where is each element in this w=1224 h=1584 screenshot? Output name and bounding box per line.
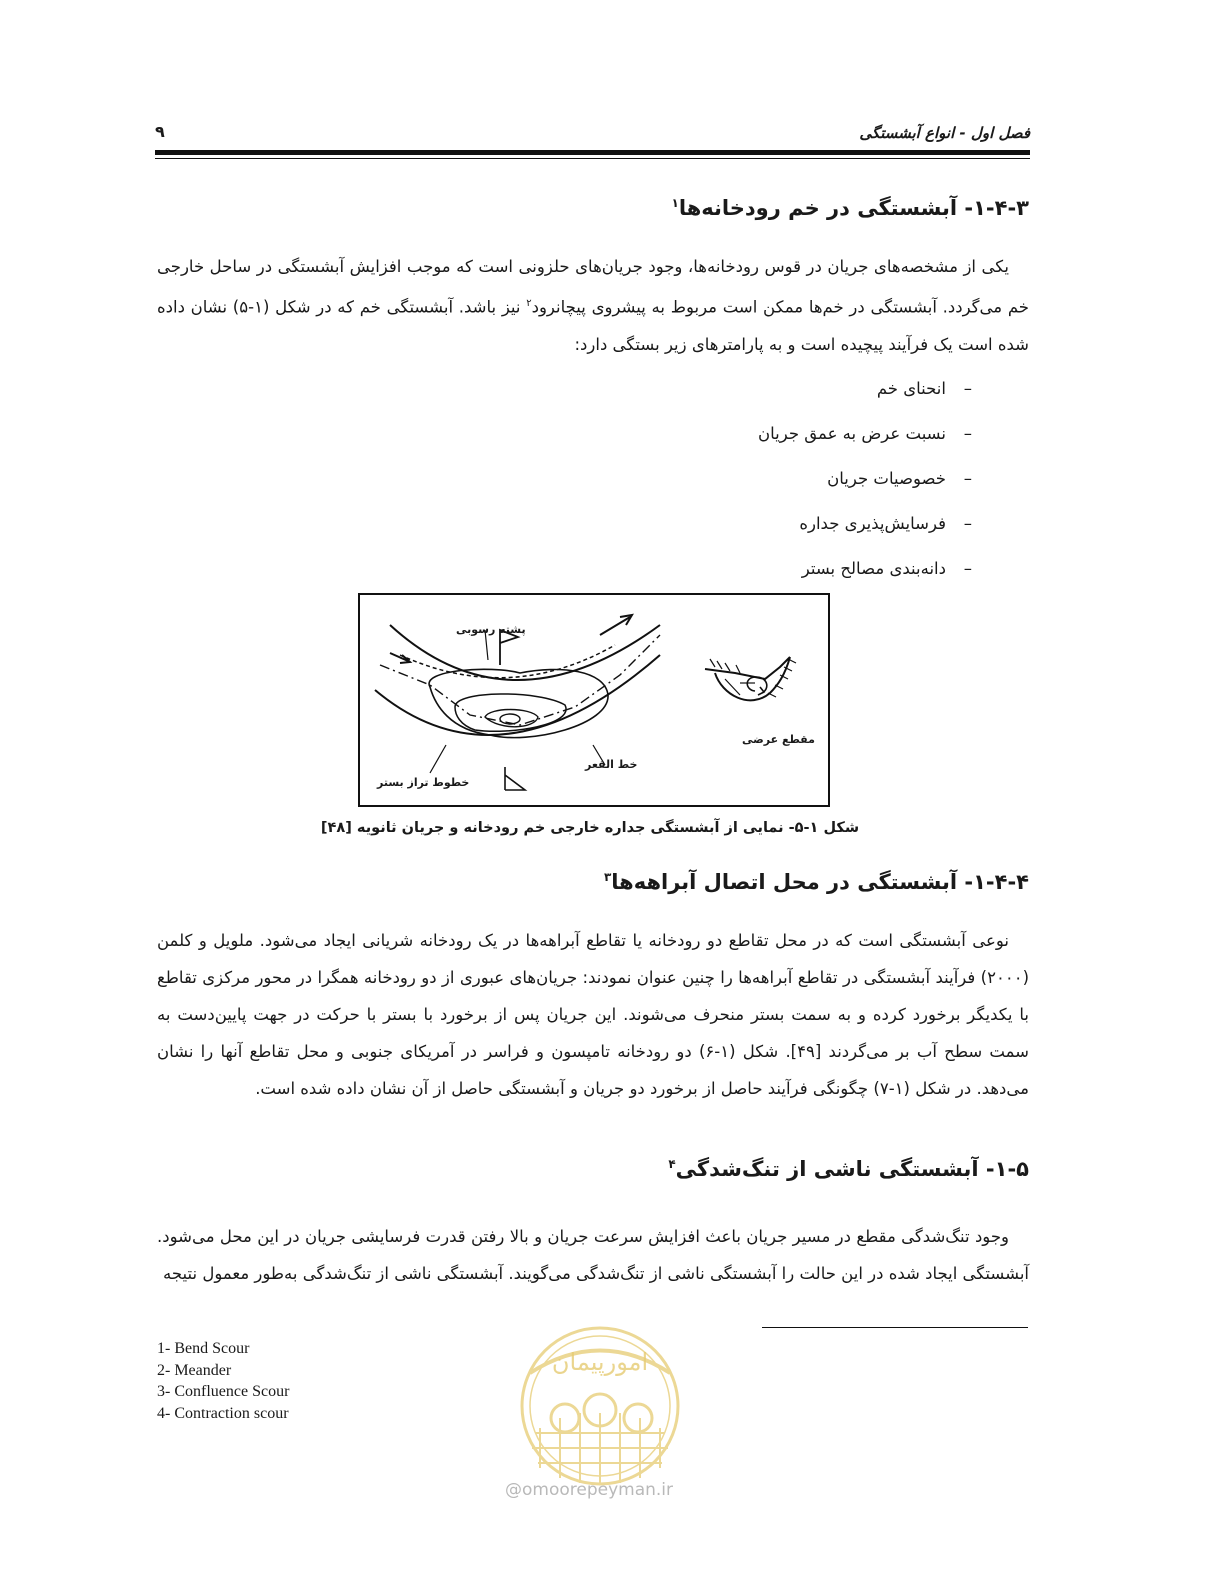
label-thalweg: خط القعر xyxy=(585,758,638,771)
footnote: 2- Meander xyxy=(157,1361,232,1379)
cross-section-hatch-bank xyxy=(725,679,740,695)
cross-section-outline xyxy=(705,657,790,700)
contour-middle xyxy=(455,694,566,731)
section-heading-confluence-scour: ۱-۴-۴- آبشستگی در محل اتصال آبراهه‌ها$^۳$ xyxy=(603,870,1029,894)
page-number: ۹ xyxy=(155,122,165,141)
footnote-ref: ۴ xyxy=(668,1157,676,1171)
svg-text:امورپیمان: امورپیمان xyxy=(551,1348,649,1376)
figure-caption: شکل ۱-۵- نمایی از آبشستگی جداره خارجی خم رودخانه و جریان ثانویه [۴۸] xyxy=(320,820,860,836)
list-item: –فرسایش‌پذیری جداره xyxy=(799,514,972,533)
footnote-separator xyxy=(762,1327,1028,1328)
bend-diagram xyxy=(360,595,828,805)
paragraph: یکی از مشخصه‌های جریان در قوس رودخانه‌ها، وجود جریان‌های حلزونی است که موجب افزایش آبشستگی در ساحل خارجی خم می‌گردد. آبشستگی در خم‌ها ممکن است مربوط به پیشروی پیچانرود$^۲$ نیز باشد. آبشستگی خم که در شکل (۱-۵) نشان داده شده است یک فرآیند پیچیده است و به پارامترهای زیر بستگی دارد: xyxy=(157,257,1030,354)
header-rule-thick xyxy=(155,150,1030,155)
label-cross-section: مقطع عرضی xyxy=(742,733,815,746)
section-heading-bend-scour: ۱-۴-۳- آبشستگی در خم رودخانه‌ها$^۱$ xyxy=(671,196,1029,220)
running-title: فصل اول - انواع آبشستگی xyxy=(859,124,1030,142)
paragraph-contraction-scour xyxy=(157,1218,1029,1292)
bend-scour-figure xyxy=(358,593,830,807)
label-contours: خطوط تراز بستر xyxy=(377,776,470,789)
header-rule-thin xyxy=(155,158,1030,159)
section-bend-scour xyxy=(157,196,1029,220)
list-item: –نسبت عرض به عمق جریان xyxy=(758,424,972,443)
leader-contours xyxy=(430,745,446,773)
paragraph: وجود تنگ‌شدگی مقطع در مسیر جریان باعث افزایش سرعت جریان و بالا رفتن قدرت فرسایشی جریان در این محل می‌شود. آبشستگی ایجاد شده در این حالت را آبشستگی ناشی از تنگ‌شدگی می‌گویند. آبشستگی ناشی از تنگ‌شدگی به‌طور معمول نتیجه xyxy=(157,1227,1029,1283)
paragraph-confluence-scour xyxy=(157,922,1029,1107)
footnotes xyxy=(157,1338,289,1424)
secondary-flow-arrow-head xyxy=(758,687,764,695)
flow-arrow-right xyxy=(600,617,630,635)
watermark-url: @omoorepeyman.ir xyxy=(505,1480,674,1500)
footnote-ref: ۳ xyxy=(603,870,612,884)
footnote-ref: ۲ xyxy=(526,298,532,309)
parameter-list xyxy=(758,370,972,595)
list-item: –انحنای خم xyxy=(876,379,972,398)
section-confluence-scour xyxy=(157,870,1029,894)
footnote-ref: ۱ xyxy=(671,196,679,210)
watermark-logo-icon xyxy=(500,1318,700,1488)
paragraph: نوعی آبشستگی است که در محل تقاطع دو رودخانه یا تقاطع آبراهه‌ها در یک رودخانه شریانی ایجاد می‌شود. ملویل و کلمن (۲۰۰۰) فرآیند آبشستگی در تقاطع آبراهه‌ها را چنین عنوان نمودند: جریان‌های عبوری از دو رودخانه همگرا در محور مرکزی تقاطع با یکدیگر برخورد کرده و به سمت بستر منحرف می‌شوند. این جریان پس از برخورد با بستر با حرکت در جهت پایین‌دست به سمت سطح آب بر می‌گردند [۴۹]. شکل (۱-۶) دو رودخانه تامپسون و فراسر در آمریکای جنوبی و محل تقاطع آنها را نشان می‌دهد. در شکل (۱-۷) چگونگی فرآیند حاصل از برخورد دو جریان و آبشستگی حاصل از آن نشان داده شده است. xyxy=(157,931,1029,1098)
paragraph-bend-scour xyxy=(157,248,1029,363)
section-heading-contraction-scour: ۱-۵- آبشستگی ناشی از تنگ‌شدگی$^۴$ xyxy=(668,1157,1029,1181)
list-item: –خصوصیات جریان xyxy=(827,469,972,488)
section-contraction-scour xyxy=(157,1157,1029,1181)
footnote: 1- Bend Scour xyxy=(157,1340,250,1357)
list-item: –دانه‌بندی مصالح بستر xyxy=(801,559,972,578)
footnote: 4- Contraction scour xyxy=(157,1404,289,1422)
footnote: 3- Confluence Scour xyxy=(157,1383,290,1400)
label-point-bar: پشته رسوبی xyxy=(456,623,526,636)
section-marker-bottom xyxy=(505,767,525,790)
page-header xyxy=(155,118,1030,158)
